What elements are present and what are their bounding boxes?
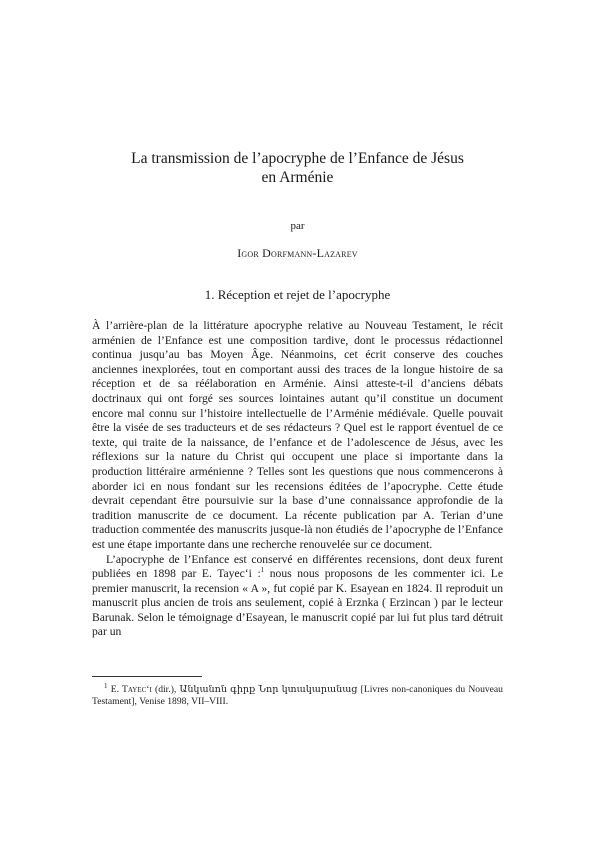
- body-text: [92, 319, 503, 640]
- title-line-1: La transmission de l’apocryphe de l’Enfance de Jésus: [131, 150, 464, 167]
- footnote-text: (dir.), Անկանոն գիրք Նոր կտակարանաց [Livres non-canoniques du Nouveau Testament], Venise 1898, VII–VIII.: [92, 684, 503, 708]
- paragraph-1: À l’arrière-plan de la littérature apocryphe relative au Nouveau Testament, le récit arménien de l’Enfance est une composition tardive, dont le processus rédactionnel continua jusqu’au bas Moyen Âge. Néanmoins, cet écrit conserve des couches anciennes inexplorées, tout en comportant aussi des traces de la longue histoire de sa réception et de sa réélaboration en Arménie. Ainsi atteste-t-il d’anciens débats doctrinaux qui ont forgé ses sources lointaines autant qu’il constitue un document encore mal connu sur l’histoire intellectuelle de l’Arménie médiévale. Quelle pouvait être la visée de ses traducteurs et de ses rédacteurs ? Quel est le rapport éventuel de ce texte, qui traite de la naissance, de l’enfance et de l’adolescence de Jésus, avec les réflexions sur la nature du Christ qui occupent une place si importante dans la production littéraire arménienne ? Telles sont les questions que nous commencerons à aborder ici en nous fondant sur les recensions éditées de l’apocryphe. Cette étude devrait cependant être poursuivie sur la base d’une connaissance approfondie de la tradition manuscrite de ce document. La récente publication par A. Terian d’une traduction commentée des manuscrits jusque-là non étudiés de l’apocryphe de l’Enfance est une étape importante dans une recherche renouvelée sur ce document.: [92, 319, 503, 551]
- by-line: par: [290, 220, 305, 232]
- paragraph-2-text-a: L’apocryphe de l’Enfance est conservé en différentes recensions, dont deux furent publiées en 1898 par E. Tayec‘i :: [92, 552, 503, 581]
- paragraph-2-text-b: nous nous proposons de les commenter ici. Le premier manuscrit, la recension « A », fut copié par K. Esayean en 1824. Il reproduit un manuscrit plus ancien de trois ans seulement, copié à Erznka ( Erzincan ) par le lecteur Barunak. Selon le témoignage d’Esayean, le manuscrit copié par lui fut plus tard détruit par un: [92, 567, 504, 639]
- footnote-author: E. Tayec‘i: [110, 684, 152, 695]
- paragraph-2: [92, 553, 503, 641]
- article-title: [0, 149, 595, 187]
- footnote-number: 1: [104, 681, 108, 690]
- footnote-1: [92, 681, 503, 708]
- section-heading: 1. Réception et rejet de l’apocryphe: [204, 287, 391, 302]
- footnote-separator: [92, 676, 202, 677]
- footnote-reference[interactable]: 1: [260, 566, 265, 575]
- author-name: Igor Dorfmann-Lazarev: [237, 246, 358, 260]
- title-line-2: en Arménie: [261, 169, 334, 186]
